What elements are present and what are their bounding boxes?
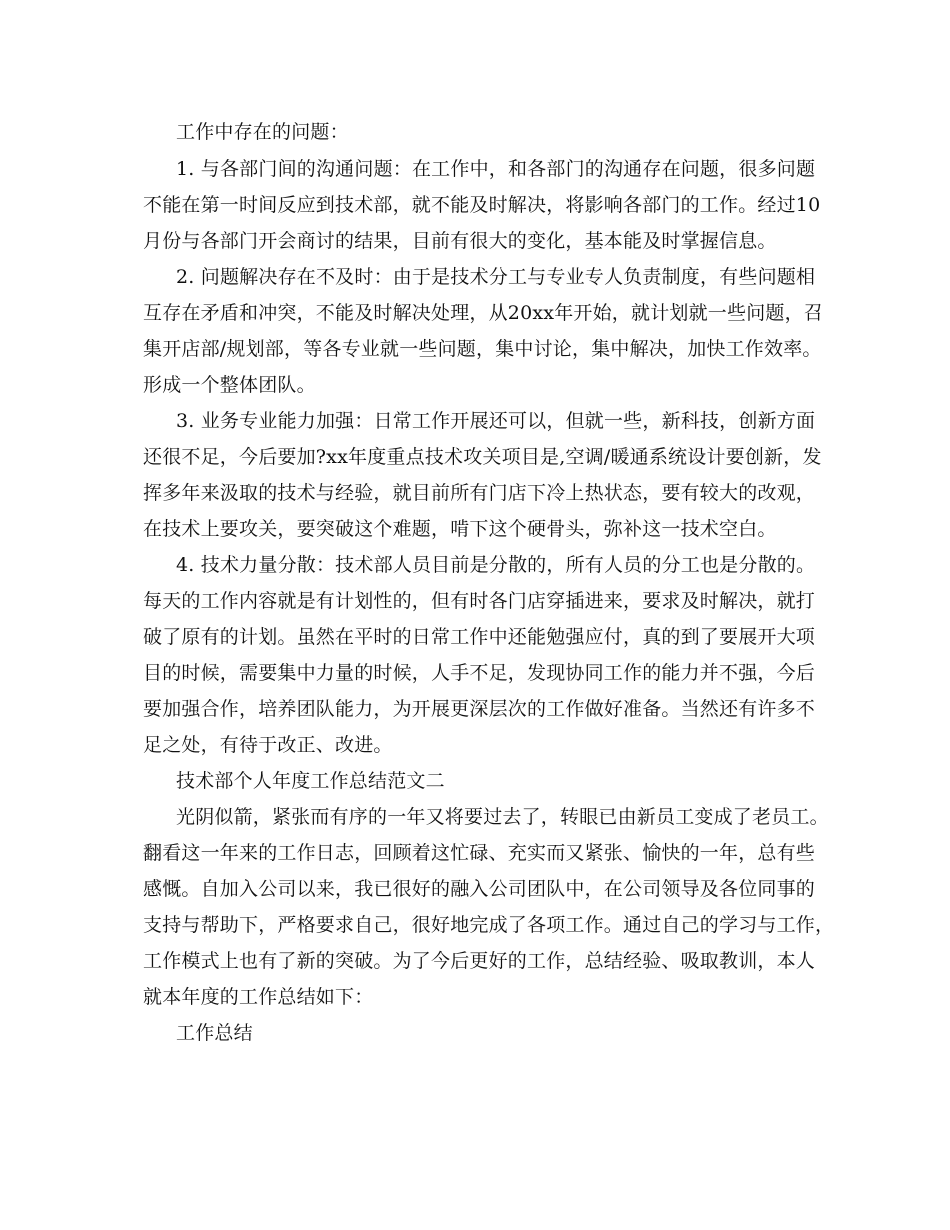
paragraph-line: 感慨。自加入公司以来，我已很好的融入公司团队中，在公司领导及各位同事的 xyxy=(143,878,816,900)
paragraph-line: 目的时候，需要集中力量的时候，人手不足，发现协同工作的能力并不强，今后 xyxy=(143,662,816,684)
paragraph-line: 挥多年来汲取的技术与经验，就目前所有门店下冷上热状态，要有较大的改观， xyxy=(143,482,816,504)
paragraph-line: 3. 业务专业能力加强：日常工作开展还可以，但就一些，新科技，创新方面 xyxy=(176,410,816,432)
paragraph-line: 4. 技术力量分散：技术部人员目前是分散的，所有人员的分工也是分散的。 xyxy=(176,554,816,576)
paragraph-line: 不能在第一时间反应到技术部，就不能及时解决，将影响各部门的工作。经过10 xyxy=(143,194,821,216)
paragraph-line: 互存在矛盾和冲突，不能及时解决处理，从20xx年开始，就计划就一些问题，召 xyxy=(143,302,824,324)
paragraph-line: 就本年度的工作总结如下： xyxy=(143,986,374,1008)
paragraph-line: 还很不足，今后要加?xx年度重点技术攻关项目是,空调/暖通系统设计要创新，发 xyxy=(143,446,822,468)
paragraph-line: 形成一个整体团队。 xyxy=(143,374,316,396)
paragraph-line: 2. 问题解决存在不及时：由于是技术分工与专业专人负责制度，有些问题相 xyxy=(176,266,816,288)
paragraph-line: 支持与帮助下，严格要求自己，很好地完成了各项工作。通过自己的学习与工作， xyxy=(143,914,835,936)
section-heading-problems: 工作中存在的问题： xyxy=(176,121,349,143)
paragraph-line: 足之处，有待于改正、改进。 xyxy=(143,734,393,756)
section-heading-work-summary: 工作总结 xyxy=(176,1022,253,1044)
paragraph-line: 集开店部/规划部，等各专业就一些问题，集中讨论，集中解决，加快工作效率。 xyxy=(143,338,822,360)
paragraph-line: 月份与各部门开会商讨的结果，目前有很大的变化，基本能及时掌握信息。 xyxy=(143,230,777,252)
paragraph-line: 在技术上要攻关，要突破这个难题，啃下这个硬骨头，弥补这一技术空白。 xyxy=(143,518,777,540)
paragraph-line: 光阴似箭，紧张而有序的一年又将要过去了，转眼已由新员工变成了老员工。 xyxy=(176,806,829,828)
paragraph-line: 要加强合作，培养团队能力，为开展更深层次的工作做好准备。当然还有许多不 xyxy=(143,698,816,720)
paragraph-line: 翻看这一年来的工作日志，回顾着这忙碌、充实而又紧张、愉快的一年，总有些 xyxy=(143,842,816,864)
paragraph-line: 每天的工作内容就是有计划性的，但有时各门店穿插进来，要求及时解决，就打 xyxy=(143,590,816,612)
section-heading-sample-two: 技术部个人年度工作总结范文二 xyxy=(176,770,445,792)
paragraph-line: 破了原有的计划。虽然在平时的日常工作中还能勉强应付，真的到了要展开大项 xyxy=(143,626,816,648)
paragraph-line: 工作模式上也有了新的突破。为了今后更好的工作，总结经验、吸取教训，本人 xyxy=(143,950,816,972)
paragraph-line: 1. 与各部门间的沟通问题：在工作中，和各部门的沟通存在问题，很多问题 xyxy=(176,158,816,180)
